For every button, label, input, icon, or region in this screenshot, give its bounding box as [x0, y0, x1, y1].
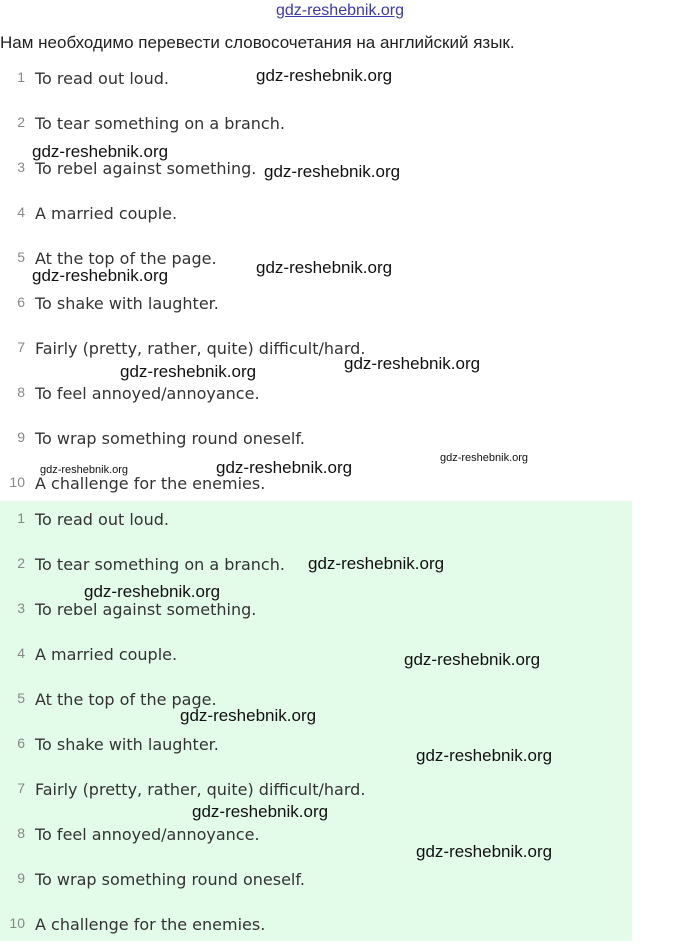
list-item	[0, 906, 632, 951]
task-instruction: Нам необходимо перевести словосочетания на английский язык.	[0, 33, 515, 52]
item-text: A challenge for the enemies.	[35, 915, 266, 934]
item-number: 6	[17, 735, 25, 751]
item-text: To read out loud.	[35, 69, 169, 88]
watermark: gdz-reshebnik.org	[180, 706, 317, 725]
list-item	[0, 281, 632, 326]
item-number: 8	[17, 384, 25, 400]
watermark: gdz-reshebnik.org	[32, 142, 169, 161]
watermark: gdz-reshebnik.org	[264, 162, 401, 181]
item-number: 9	[17, 870, 25, 886]
item-number: 2	[17, 555, 25, 571]
item-number: 2	[17, 114, 25, 130]
site-header-link[interactable]: gdz-reshebnik.org	[275, 2, 405, 19]
item-text: To read out loud.	[35, 510, 169, 529]
item-text: To wrap something round oneself.	[35, 429, 305, 448]
item-number: 5	[17, 249, 25, 265]
list-item	[0, 101, 632, 146]
item-text: To rebel against something.	[35, 600, 257, 619]
list-item	[0, 371, 632, 416]
item-number: 1	[17, 510, 25, 526]
item-number: 9	[17, 429, 25, 445]
watermark: gdz-reshebnik.org	[416, 746, 553, 765]
item-text: A married couple.	[35, 204, 178, 223]
list-item	[0, 501, 632, 546]
item-text: To shake with laughter.	[35, 294, 219, 313]
watermark: gdz-reshebnik.org	[404, 650, 541, 669]
watermark: gdz-reshebnik.org	[120, 362, 257, 381]
item-number: 4	[17, 204, 25, 220]
item-number: 5	[17, 690, 25, 706]
item-number: 3	[17, 159, 25, 175]
item-text: A married couple.	[35, 645, 178, 664]
item-number: 6	[17, 294, 25, 310]
watermark: gdz-reshebnik.org	[192, 802, 329, 821]
watermark: gdz-reshebnik.org	[344, 354, 481, 373]
item-text: Fairly (pretty, rather, quite) difficult/hard.	[35, 780, 366, 799]
item-number: 10	[9, 915, 25, 931]
item-text: To tear something on a branch.	[35, 114, 285, 133]
item-number: 3	[17, 600, 25, 616]
item-number: 8	[17, 825, 25, 841]
item-number: 7	[17, 339, 25, 355]
item-text: To feel annoyed/annoyance.	[35, 825, 260, 844]
item-text: To shake with laughter.	[35, 735, 219, 754]
watermark: gdz-reshebnik.org	[40, 464, 129, 476]
watermark: gdz-reshebnik.org	[256, 66, 393, 85]
item-number: 7	[17, 780, 25, 796]
watermark: gdz-reshebnik.org	[416, 842, 553, 861]
item-text: At the top of the page.	[35, 690, 217, 709]
item-number: 10	[9, 474, 25, 490]
item-number: 1	[17, 69, 25, 85]
watermark: gdz-reshebnik.org	[216, 458, 353, 477]
list-item	[0, 416, 632, 461]
list-item	[0, 326, 632, 371]
watermark: gdz-reshebnik.org	[440, 452, 529, 464]
item-text: To wrap something round oneself.	[35, 870, 305, 889]
watermark: gdz-reshebnik.org	[84, 582, 221, 601]
watermark: gdz-reshebnik.org	[32, 266, 169, 285]
item-text: At the top of the page.	[35, 249, 217, 268]
item-text: To rebel against something.	[35, 159, 257, 178]
item-text: A challenge for the enemies.	[35, 474, 266, 493]
watermark: gdz-reshebnik.org	[308, 554, 445, 573]
watermark: gdz-reshebnik.org	[256, 258, 393, 277]
item-text: To feel annoyed/annoyance.	[35, 384, 260, 403]
list-item	[0, 861, 632, 906]
item-text: Fairly (pretty, rather, quite) difficult/hard.	[35, 339, 366, 358]
item-number: 4	[17, 645, 25, 661]
item-text: To tear something on a branch.	[35, 555, 285, 574]
list-item	[0, 191, 632, 236]
